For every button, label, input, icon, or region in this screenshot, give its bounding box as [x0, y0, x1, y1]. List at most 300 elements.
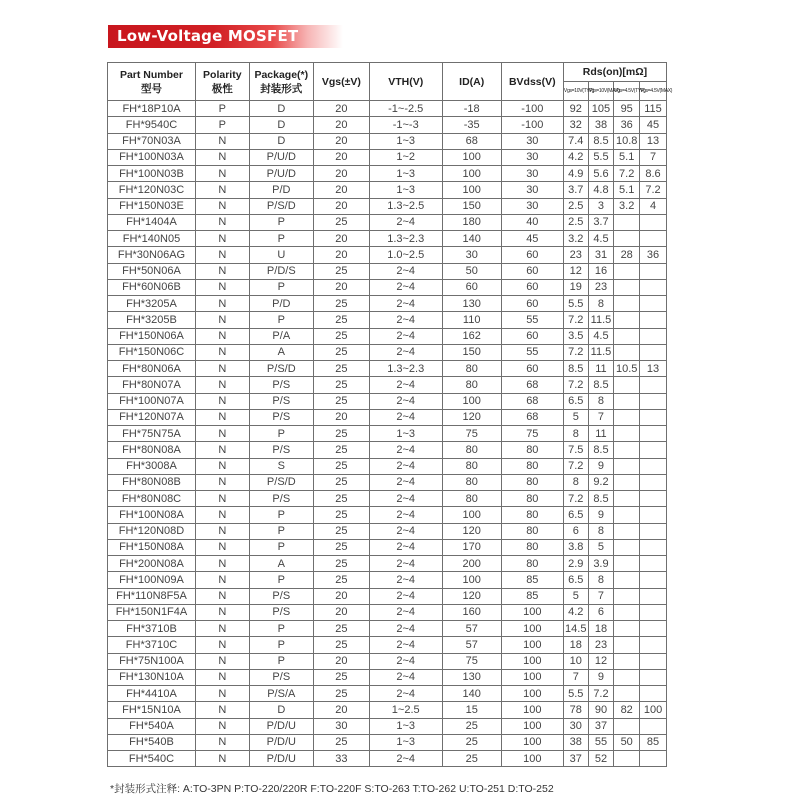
cell-rds-4v5-typ: 82	[614, 702, 640, 718]
cell-rds-10v-typ: 5	[563, 409, 588, 425]
cell-vth: 2~4	[369, 409, 442, 425]
cell-part-number: FH*80N07A	[108, 377, 196, 393]
header-part-number: Part Number 型号	[108, 63, 196, 101]
cell-polarity: N	[195, 621, 249, 637]
cell-bvdss: 100	[501, 604, 563, 620]
cell-id: 100	[442, 182, 501, 198]
cell-vgs: 20	[313, 101, 369, 117]
cell-rds-4v5-max: 115	[640, 101, 667, 117]
cell-part-number: FH*540A	[108, 718, 196, 734]
cell-rds-10v-typ: 32	[563, 117, 588, 133]
cell-vgs: 25	[313, 491, 369, 507]
cell-bvdss: 45	[501, 231, 563, 247]
cell-rds-10v-typ: 3.8	[563, 539, 588, 555]
cell-package: P	[249, 312, 313, 328]
cell-vth: 2~4	[369, 263, 442, 279]
cell-id: 140	[442, 231, 501, 247]
cell-vth: 2~4	[369, 637, 442, 653]
cell-bvdss: 85	[501, 572, 563, 588]
cell-id: 80	[442, 442, 501, 458]
cell-rds-4v5-max: 100	[640, 702, 667, 718]
cell-rds-10v-max: 11	[588, 426, 614, 442]
cell-rds-10v-typ: 10	[563, 653, 588, 669]
table-row	[108, 702, 667, 718]
cell-polarity: N	[195, 572, 249, 588]
cell-package: D	[249, 117, 313, 133]
cell-bvdss: 80	[501, 507, 563, 523]
cell-part-number: FH*100N08A	[108, 507, 196, 523]
cell-part-number: FH*50N06A	[108, 263, 196, 279]
cell-part-number: FH*150N08A	[108, 539, 196, 555]
cell-rds-10v-max: 18	[588, 621, 614, 637]
cell-part-number: FH*3008A	[108, 458, 196, 474]
cell-rds-4v5-typ	[614, 588, 640, 604]
cell-rds-4v5-max	[640, 393, 667, 409]
cell-id: 100	[442, 393, 501, 409]
cell-bvdss: 80	[501, 442, 563, 458]
cell-vgs: 25	[313, 572, 369, 588]
cell-rds-10v-max: 52	[588, 751, 614, 767]
cell-rds-10v-typ: 7.5	[563, 442, 588, 458]
table-row	[108, 328, 667, 344]
cell-vgs: 25	[313, 734, 369, 750]
table-row	[108, 377, 667, 393]
cell-rds-4v5-typ: 3.2	[614, 198, 640, 214]
table-row	[108, 523, 667, 539]
cell-polarity: N	[195, 328, 249, 344]
cell-package: P/U/D	[249, 166, 313, 182]
cell-rds-4v5-typ	[614, 344, 640, 360]
cell-rds-10v-typ: 8.5	[563, 361, 588, 377]
table-row	[108, 621, 667, 637]
table-row	[108, 686, 667, 702]
cell-package: P/D/S	[249, 263, 313, 279]
table-row	[108, 166, 667, 182]
cell-vth: 2~4	[369, 458, 442, 474]
cell-vgs: 25	[313, 312, 369, 328]
cell-bvdss: 60	[501, 328, 563, 344]
cell-rds-4v5-max	[640, 669, 667, 685]
cell-rds-10v-max: 11.5	[588, 312, 614, 328]
cell-polarity: N	[195, 231, 249, 247]
cell-vth: 2~4	[369, 328, 442, 344]
cell-vgs: 30	[313, 718, 369, 734]
cell-rds-10v-max: 12	[588, 653, 614, 669]
cell-part-number: FH*200N08A	[108, 556, 196, 572]
cell-part-number: FH*3205A	[108, 296, 196, 312]
cell-rds-10v-typ: 7.2	[563, 312, 588, 328]
cell-rds-4v5-max	[640, 556, 667, 572]
cell-rds-10v-typ: 3.2	[563, 231, 588, 247]
cell-rds-10v-typ: 4.2	[563, 604, 588, 620]
table-row	[108, 572, 667, 588]
cell-rds-4v5-max	[640, 426, 667, 442]
cell-rds-4v5-typ: 50	[614, 734, 640, 750]
cell-rds-4v5-typ	[614, 231, 640, 247]
cell-vth: 2~4	[369, 604, 442, 620]
cell-id: 180	[442, 214, 501, 230]
cell-id: 100	[442, 572, 501, 588]
cell-bvdss: -100	[501, 117, 563, 133]
cell-id: 200	[442, 556, 501, 572]
cell-vgs: 25	[313, 442, 369, 458]
cell-vgs: 25	[313, 621, 369, 637]
cell-rds-10v-max: 11.5	[588, 344, 614, 360]
cell-id: 100	[442, 507, 501, 523]
cell-vgs: 20	[313, 231, 369, 247]
cell-rds-4v5-max	[640, 604, 667, 620]
cell-id: 80	[442, 491, 501, 507]
cell-bvdss: 30	[501, 182, 563, 198]
cell-rds-10v-max: 105	[588, 101, 614, 117]
header-bvdss: BVdss(V)	[501, 63, 563, 101]
cell-rds-4v5-max	[640, 718, 667, 734]
cell-part-number: FH*150N03E	[108, 198, 196, 214]
cell-polarity: N	[195, 539, 249, 555]
cell-vth: -1~-3	[369, 117, 442, 133]
table-row	[108, 718, 667, 734]
cell-vth: 1~3	[369, 718, 442, 734]
cell-part-number: FH*140N05	[108, 231, 196, 247]
cell-rds-4v5-typ	[614, 556, 640, 572]
cell-rds-4v5-max	[640, 507, 667, 523]
cell-rds-4v5-typ	[614, 458, 640, 474]
cell-rds-4v5-typ: 28	[614, 247, 640, 263]
cell-rds-10v-typ: 5.5	[563, 686, 588, 702]
cell-rds-10v-max: 4.5	[588, 328, 614, 344]
cell-id: 75	[442, 653, 501, 669]
cell-bvdss: 30	[501, 198, 563, 214]
cell-polarity: N	[195, 491, 249, 507]
cell-id: 15	[442, 702, 501, 718]
cell-id: 60	[442, 279, 501, 295]
cell-bvdss: 100	[501, 734, 563, 750]
cell-rds-10v-max: 8.5	[588, 377, 614, 393]
cell-vgs: 25	[313, 686, 369, 702]
cell-vgs: 20	[313, 182, 369, 198]
cell-vth: 2~4	[369, 491, 442, 507]
table-row	[108, 149, 667, 165]
table-row	[108, 393, 667, 409]
cell-rds-10v-max: 23	[588, 637, 614, 653]
cell-rds-10v-typ: 7.2	[563, 491, 588, 507]
cell-polarity: N	[195, 734, 249, 750]
cell-rds-4v5-max	[640, 637, 667, 653]
cell-rds-10v-typ: 6.5	[563, 393, 588, 409]
cell-rds-10v-max: 8	[588, 523, 614, 539]
cell-rds-4v5-typ: 5.1	[614, 182, 640, 198]
header-id: ID(A)	[442, 63, 501, 101]
cell-rds-10v-typ: 37	[563, 751, 588, 767]
cell-package: P/S	[249, 442, 313, 458]
cell-vgs: 33	[313, 751, 369, 767]
table-row	[108, 263, 667, 279]
cell-part-number: FH*120N08D	[108, 523, 196, 539]
cell-polarity: P	[195, 117, 249, 133]
cell-rds-4v5-typ	[614, 409, 640, 425]
cell-polarity: N	[195, 312, 249, 328]
cell-rds-4v5-typ	[614, 523, 640, 539]
cell-rds-10v-typ: 14.5	[563, 621, 588, 637]
table-row	[108, 296, 667, 312]
cell-package: P	[249, 621, 313, 637]
cell-id: 25	[442, 751, 501, 767]
cell-rds-4v5-max	[640, 231, 667, 247]
cell-polarity: N	[195, 653, 249, 669]
cell-bvdss: 100	[501, 686, 563, 702]
cell-polarity: N	[195, 426, 249, 442]
cell-rds-4v5-typ: 10.8	[614, 133, 640, 149]
cell-rds-10v-max: 16	[588, 263, 614, 279]
cell-rds-4v5-max	[640, 539, 667, 555]
table-header	[108, 63, 673, 101]
cell-bvdss: 85	[501, 588, 563, 604]
cell-rds-10v-typ: 6	[563, 523, 588, 539]
cell-vgs: 25	[313, 474, 369, 490]
cell-rds-4v5-max	[640, 377, 667, 393]
cell-package: A	[249, 556, 313, 572]
cell-package: P/S	[249, 393, 313, 409]
table-row	[108, 507, 667, 523]
table-row	[108, 491, 667, 507]
cell-id: 150	[442, 344, 501, 360]
cell-id: 100	[442, 149, 501, 165]
cell-rds-10v-max: 37	[588, 718, 614, 734]
cell-polarity: N	[195, 182, 249, 198]
cell-rds-4v5-typ	[614, 507, 640, 523]
cell-polarity: N	[195, 279, 249, 295]
table-row	[108, 588, 667, 604]
cell-rds-10v-max: 4.5	[588, 231, 614, 247]
cell-vth: 2~4	[369, 653, 442, 669]
cell-part-number: FH*80N06A	[108, 361, 196, 377]
table-row	[108, 604, 667, 620]
cell-polarity: N	[195, 296, 249, 312]
cell-rds-10v-typ: 7.4	[563, 133, 588, 149]
cell-rds-10v-typ: 6.5	[563, 572, 588, 588]
cell-polarity: N	[195, 166, 249, 182]
cell-part-number: FH*70N03A	[108, 133, 196, 149]
cell-rds-4v5-max	[640, 751, 667, 767]
cell-package: P/D/U	[249, 734, 313, 750]
cell-vth: 2~4	[369, 686, 442, 702]
cell-bvdss: 60	[501, 361, 563, 377]
cell-vth: 2~4	[369, 588, 442, 604]
table-row	[108, 474, 667, 490]
cell-vgs: 25	[313, 669, 369, 685]
cell-package: P/S/D	[249, 361, 313, 377]
cell-rds-10v-max: 8.5	[588, 491, 614, 507]
table-row	[108, 669, 667, 685]
cell-polarity: N	[195, 198, 249, 214]
cell-vgs: 20	[313, 149, 369, 165]
header-rds-cond: Vgs=4.5V(MAX)	[640, 82, 667, 101]
cell-id: 25	[442, 718, 501, 734]
cell-package: P/A	[249, 328, 313, 344]
cell-id: 110	[442, 312, 501, 328]
cell-vth: 1.3~2.5	[369, 198, 442, 214]
cell-polarity: P	[195, 101, 249, 117]
cell-rds-10v-typ: 19	[563, 279, 588, 295]
cell-polarity: N	[195, 507, 249, 523]
cell-id: 25	[442, 734, 501, 750]
cell-vth: 2~4	[369, 344, 442, 360]
cell-vth: 2~4	[369, 507, 442, 523]
cell-vgs: 20	[313, 247, 369, 263]
cell-package: P	[249, 426, 313, 442]
cell-bvdss: 100	[501, 751, 563, 767]
cell-polarity: N	[195, 149, 249, 165]
cell-vgs: 25	[313, 426, 369, 442]
cell-rds-4v5-max	[640, 312, 667, 328]
cell-vth: 2~4	[369, 214, 442, 230]
cell-polarity: N	[195, 377, 249, 393]
table-row	[108, 214, 667, 230]
cell-rds-4v5-max	[640, 263, 667, 279]
cell-rds-10v-typ: 4.2	[563, 149, 588, 165]
cell-bvdss: 100	[501, 669, 563, 685]
cell-part-number: FH*80N08B	[108, 474, 196, 490]
cell-rds-10v-typ: 7.2	[563, 458, 588, 474]
cell-rds-10v-max: 8	[588, 393, 614, 409]
cell-part-number: FH*110N8F5A	[108, 588, 196, 604]
mosfet-spec-table	[107, 62, 673, 767]
cell-bvdss: 100	[501, 718, 563, 734]
cell-bvdss: 55	[501, 312, 563, 328]
cell-vgs: 25	[313, 458, 369, 474]
cell-rds-10v-typ: 38	[563, 734, 588, 750]
cell-rds-4v5-typ	[614, 604, 640, 620]
cell-rds-10v-typ: 5.5	[563, 296, 588, 312]
cell-vgs: 20	[313, 653, 369, 669]
cell-part-number: FH*18P10A	[108, 101, 196, 117]
cell-vgs: 25	[313, 296, 369, 312]
cell-id: 68	[442, 133, 501, 149]
cell-vgs: 20	[313, 702, 369, 718]
cell-rds-10v-typ: 7	[563, 669, 588, 685]
header-package: Package(*) 封装形式	[249, 63, 313, 101]
cell-package: P/D	[249, 296, 313, 312]
cell-polarity: N	[195, 344, 249, 360]
cell-rds-4v5-typ	[614, 474, 640, 490]
cell-rds-4v5-max: 7	[640, 149, 667, 165]
cell-bvdss: 80	[501, 539, 563, 555]
cell-rds-10v-typ: 18	[563, 637, 588, 653]
cell-vth: -1~-2.5	[369, 101, 442, 117]
package-footnote: *封装形式注释: A:TO-3PN P:TO-220/220R F:TO-220F S:TO-263 T:TO-262 U:TO-251 D:TO-252	[110, 783, 554, 795]
cell-package: P	[249, 539, 313, 555]
cell-package: P/S	[249, 604, 313, 620]
cell-rds-10v-max: 7	[588, 588, 614, 604]
cell-rds-10v-typ: 8	[563, 474, 588, 490]
cell-vgs: 25	[313, 523, 369, 539]
cell-rds-4v5-max	[640, 588, 667, 604]
cell-id: 162	[442, 328, 501, 344]
cell-bvdss: 40	[501, 214, 563, 230]
cell-rds-4v5-typ	[614, 442, 640, 458]
cell-package: P	[249, 572, 313, 588]
cell-rds-10v-max: 9	[588, 669, 614, 685]
cell-rds-4v5-max	[640, 279, 667, 295]
cell-vgs: 25	[313, 328, 369, 344]
cell-rds-10v-max: 3.9	[588, 556, 614, 572]
cell-rds-4v5-typ	[614, 263, 640, 279]
cell-vgs: 25	[313, 377, 369, 393]
cell-part-number: FH*80N08C	[108, 491, 196, 507]
cell-id: 80	[442, 361, 501, 377]
cell-id: 170	[442, 539, 501, 555]
cell-vth: 1~3	[369, 182, 442, 198]
cell-rds-10v-max: 5.6	[588, 166, 614, 182]
table-row	[108, 361, 667, 377]
cell-rds-10v-typ: 7.2	[563, 377, 588, 393]
cell-polarity: N	[195, 442, 249, 458]
cell-part-number: FH*3710C	[108, 637, 196, 653]
cell-bvdss: 68	[501, 377, 563, 393]
cell-rds-10v-max: 31	[588, 247, 614, 263]
cell-vgs: 20	[313, 279, 369, 295]
cell-bvdss: 30	[501, 133, 563, 149]
table-row	[108, 133, 667, 149]
cell-rds-4v5-max	[640, 491, 667, 507]
cell-id: 57	[442, 637, 501, 653]
cell-rds-10v-max: 9.2	[588, 474, 614, 490]
cell-vth: 2~4	[369, 539, 442, 555]
cell-rds-4v5-typ	[614, 328, 640, 344]
cell-id: 80	[442, 474, 501, 490]
cell-polarity: N	[195, 556, 249, 572]
cell-bvdss: 80	[501, 523, 563, 539]
cell-polarity: N	[195, 458, 249, 474]
cell-part-number: FH*15N10A	[108, 702, 196, 718]
cell-part-number: FH*3205B	[108, 312, 196, 328]
cell-bvdss: 55	[501, 344, 563, 360]
cell-part-number: FH*100N03A	[108, 149, 196, 165]
cell-bvdss: 100	[501, 702, 563, 718]
cell-polarity: N	[195, 588, 249, 604]
cell-rds-4v5-max	[640, 523, 667, 539]
cell-rds-10v-max: 38	[588, 117, 614, 133]
cell-package: U	[249, 247, 313, 263]
cell-rds-4v5-max: 8.6	[640, 166, 667, 182]
cell-rds-10v-max: 3	[588, 198, 614, 214]
cell-bvdss: 80	[501, 491, 563, 507]
cell-rds-10v-typ: 7.2	[563, 344, 588, 360]
cell-polarity: N	[195, 247, 249, 263]
cell-rds-10v-max: 5	[588, 539, 614, 555]
cell-vgs: 25	[313, 263, 369, 279]
cell-bvdss: 68	[501, 409, 563, 425]
table-row	[108, 198, 667, 214]
cell-package: P	[249, 523, 313, 539]
cell-vth: 2~4	[369, 669, 442, 685]
cell-package: P	[249, 637, 313, 653]
cell-part-number: FH*150N1F4A	[108, 604, 196, 620]
cell-rds-10v-max: 5.5	[588, 149, 614, 165]
cell-id: 120	[442, 409, 501, 425]
cell-id: 120	[442, 588, 501, 604]
section-title: Low-Voltage MOSFET	[117, 27, 299, 45]
table-row	[108, 426, 667, 442]
table-row	[108, 751, 667, 767]
cell-rds-10v-typ: 8	[563, 426, 588, 442]
cell-id: 160	[442, 604, 501, 620]
cell-vgs: 20	[313, 117, 369, 133]
cell-part-number: FH*3710B	[108, 621, 196, 637]
cell-vgs: 25	[313, 507, 369, 523]
cell-polarity: N	[195, 523, 249, 539]
cell-vgs: 25	[313, 361, 369, 377]
